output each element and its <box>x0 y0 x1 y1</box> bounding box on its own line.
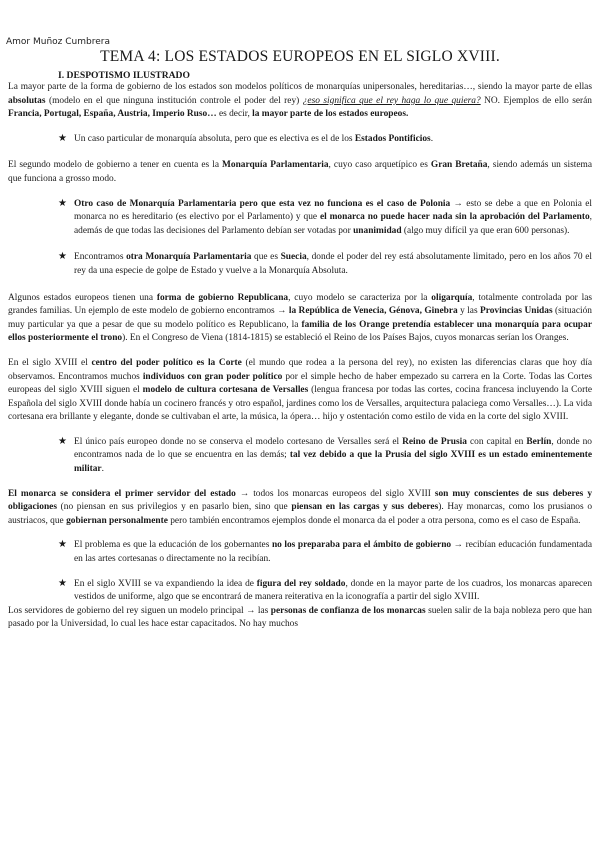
star-bullet-icon: ★ <box>58 197 67 209</box>
star-bullet-icon: ★ <box>58 132 67 144</box>
author-name: Amor Muñoz Cumbrera <box>6 37 110 47</box>
paragraph-6: Los servidores de gobierno del rey siguen un modelo principal → las personas de confianza de los monarcas suelen salir de la baja nobleza pero que han pasado por la Universidad, lo cual les hace estar capacitados. No hay muchos <box>8 605 592 630</box>
star-bullet-icon: ★ <box>58 539 67 551</box>
document-body <box>8 81 592 643</box>
page-title: TEMA 4: LOS ESTADOS EUROPEOS EN EL SIGLO XVIII. <box>100 48 500 65</box>
star-bullet-icon: ★ <box>58 577 67 589</box>
star-bullet-icon: ★ <box>58 435 67 447</box>
bullet-suecia: ★ Encontramos otra Monarquía Parlamentaria que es Suecia, donde el poder del rey está absolutamente limitado, pero en los años 70 el rey da una especie de golpe de Estado y vuelve a la Monarquía Absoluta. <box>58 251 592 276</box>
bullet-rey-soldado: ★ En el siglo XVIII se va expandiendo la idea de figura del rey soldado, donde en la mayor parte de los cuadros, los monarcas aparecen vestidos de uniforme, algo que se encontrará de manera reiterativa en la iconografía a partir del siglo XVIII. <box>58 577 593 603</box>
paragraph-4: En el siglo XVIII el centro del poder político es la Corte (el mundo que rodea a la persona del rey), no existen las diferencias claras que hoy día observamos. Encontramos muchos individuos con gran poder político por el simple hecho de haber empezado su carrera en la Corte. Todas las Cortes europeas del siglo XVIII siguen el modelo de cultura cortesana de Versalles (lengua francesa por todas las cortes, cocina francesa incluyendo la Corte Española del siglo XVIII donde había un cocinero francés y otro español, jardines como los de Versalles, arquitectura palaciega como Versalles…). La vida cortesana era brillante y elegante, donde se cultivaban el arte, la música, la ópera… hijo y ostentación como estilo de vida en la corte del siglo XVIII. <box>8 357 593 423</box>
paragraph-5: El monarca se considera el primer servidor del estado → todos los monarcas europeos del siglo XVIII son muy conscientes de sus deberes y obligaciones (no piensan en sus privilegios y en pasarlo bien, sino que piensan en las cargas y sus deberes). Hay monarcas, como los prusianos o austriacos, que gobiernan personalmente pero también encontramos ejemplos donde el monarca da el poder a otra persona, como es el caso de España. <box>8 488 593 526</box>
paragraph-2: El segundo modelo de gobierno a tener en cuenta es la Monarquía Parlamentaria, cuyo caso arquetípico es Gran Bretaña, siendo además un sistema que funciona a grosso modo. <box>8 160 592 184</box>
bullet-polonia: ★ Otro caso de Monarquía Parlamentaria pero que esta vez no funciona es el caso de Polonia → esto se debe a que en Polonia el monarca no es hereditario (es electivo por el Parlamento) y que el monarca no puede hacer nada sin la aprobación del Parlamento, además de que todas las decisiones del Parlamento debían ser votadas por unanimidad (algo muy difícil ya que eran 600 personas). <box>58 197 593 236</box>
section-heading: I. DESPOTISMO ILUSTRADO <box>58 70 190 81</box>
paragraph-3: Algunos estados europeos tienen una forma de gobierno Republicana, cuyo modelo se caracteriza por la oligarquía, totalmente controlada por las grandes familias. Un ejemplo de este modelo de gobierno encontramos → la República de Venecia, Génova, Ginebra y las Provincias Unidas (situación muy particular ya que a pesar de que su modelo político es Republicano, la familia de los Orange pretendía establecer una monarquía para ocupar ellos posteriormente el trono). En el Congreso de Viena (1814-1815) se estableció el Reino de los Países Bajos, cuyos monarcas serían los Oranges. <box>8 292 592 344</box>
bullet-estados-pontificios: ★ Un caso particular de monarquía absoluta, pero que es electiva es el de los Estados Pontificios. <box>58 132 434 144</box>
bullet-prusia: ★ El único país europeo donde no se conserva el modelo cortesano de Versalles será el Reino de Prusia con capital en Berlín, donde no encontramos nada de lo que se encuentra en las demás; tal vez debido a que la Prusia del siglo XVIII es un estado eminentemente militar. <box>58 435 592 475</box>
star-bullet-icon: ★ <box>58 251 67 263</box>
bullet-educacion: ★ El problema es que la educación de los gobernantes no los preparaba para el ámbito de gobierno → recibían educación fundamentada en las artes cortesanas o directamente no la recibían. <box>58 539 593 565</box>
paragraph-1: La mayor parte de la forma de gobierno de los estados son modelos políticos de monarquías unipersonales, hereditarias…, siendo la mayor parte de ellas absolutas (modelo en el que ninguna institución controle el poder del rey) ¿eso significa que el rey haga lo que quiera? NO. Ejemplos de ello serán Francia, Portugal, España, Austria, Imperio Ruso… es decir, la mayor parte de los estados europeos. <box>8 82 592 120</box>
